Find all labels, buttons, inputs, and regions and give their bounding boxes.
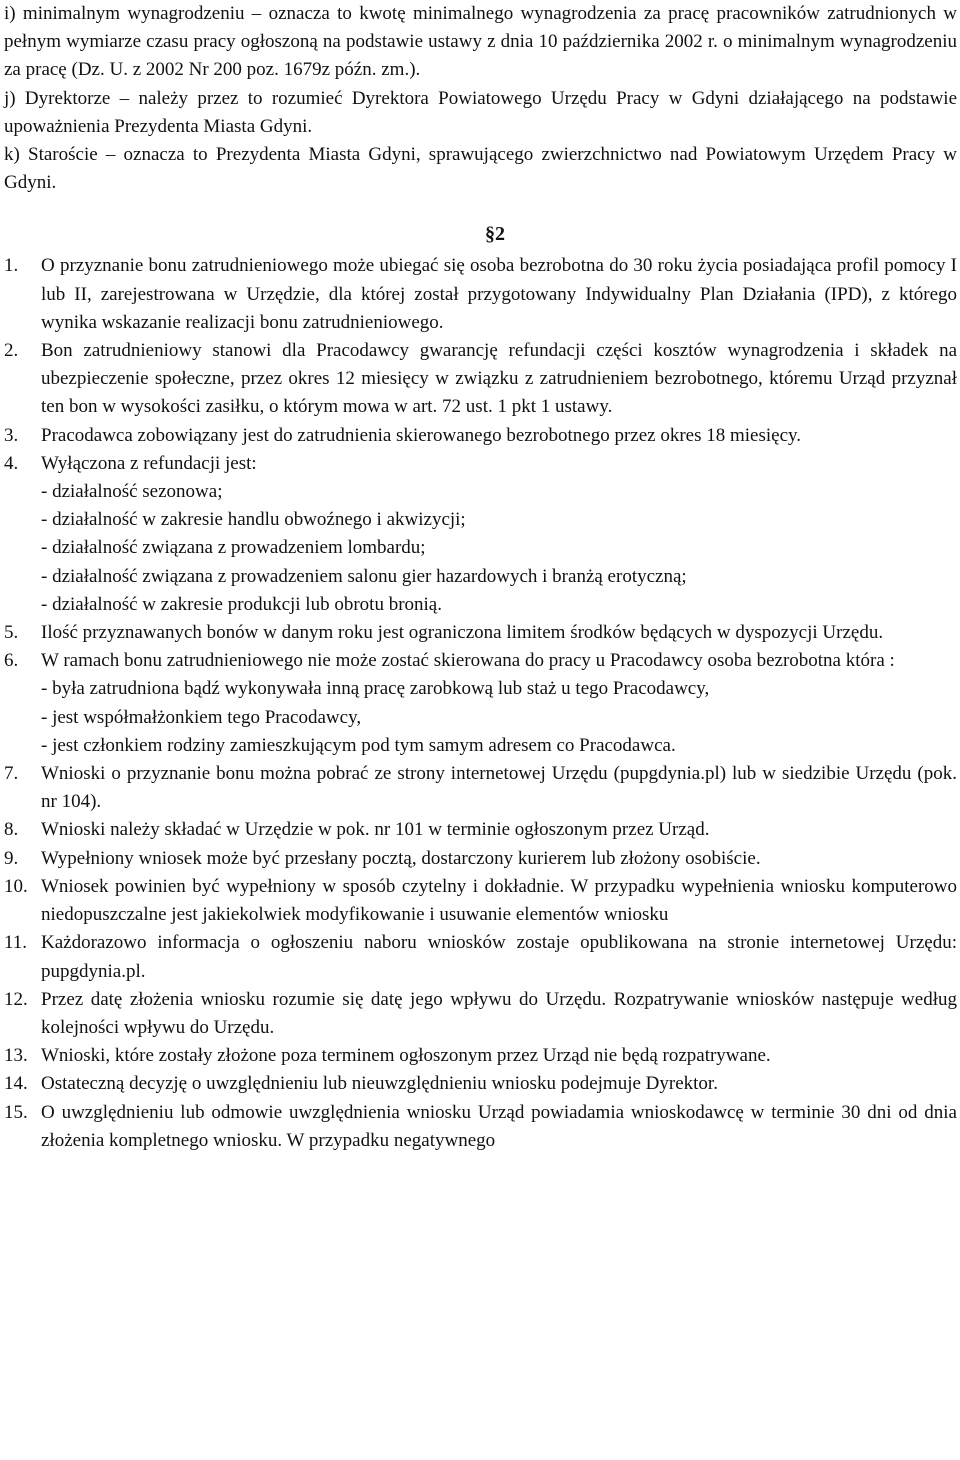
item-number: 2. (4, 340, 19, 362)
sub-item: - była zatrudniona bądź wykonywała inną pracę zarobkową lub staż u tego Pracodawcy, (41, 678, 710, 700)
item-text: W ramach bonu zatrudnieniowego nie może zostać skierowana do pracy u Pracodawcy osoba bezrobotna która : (41, 650, 895, 672)
item-number: 12. (4, 988, 28, 1010)
item-text: Wniosek powinien być wypełniony w sposób czytelny i dokładnie. W przypadku wypełnienia wniosku komputerowo niedopuszczalne jest jakiekolwiek modyfikowanie i usuwanie elementów wniosku (41, 875, 957, 926)
sub-item: - działalność związana z prowadzeniem salonu gier hazardowych i branżą erotyczną; (41, 565, 687, 587)
item-number: 15. (4, 1101, 28, 1123)
item-text: Wyłączona z refundacji jest: (41, 452, 257, 474)
item-number: 11. (4, 932, 28, 954)
list-item (4, 619, 957, 647)
list-item (4, 1099, 957, 1155)
item-number: 1. (4, 255, 19, 277)
item-number: 3. (4, 424, 19, 446)
item-number: 9. (4, 847, 19, 869)
item-number: 14. (4, 1073, 28, 1095)
item-text: Wnioski o przyznanie bonu można pobrać ze strony internetowej Urzędu (pupgdynia.pl) lub w siedzibie Urzędu (pok. nr 104). (41, 763, 957, 813)
list-item (4, 422, 957, 450)
list-item (4, 1042, 957, 1070)
definition-k: k) Staroście – oznacza to Prezydenta Miasta Gdyni, sprawującego zwierzchnictwo nad Powiatowym Urzędem Pracy w Gdyni. (4, 144, 957, 194)
definition-i: i) minimalnym wynagrodzeniu – oznacza to kwotę minimalnego wynagrodzenia za pracę pracowników zatrudnionych w pełnym wymiarze czasu pracy ogłoszoną na podstawie ustawy z dnia 10 października 2002 r. o minimalnym wynagrodzeniu za pracę (Dz. U. z 2002 Nr 200 poz. 1679z późn. zm.). (4, 3, 957, 81)
item-text: Wnioski należy składać w Urzędzie w pok. nr 101 w terminie ogłoszonym przez Urząd. (41, 819, 710, 841)
sub-item: - działalność sezonowa; (41, 481, 223, 503)
item-text: Pracodawca zobowiązany jest do zatrudnienia skierowanego bezrobotnego przez okres 18 miesięcy. (41, 424, 802, 446)
list-item (4, 450, 957, 619)
item-number: 6. (4, 650, 19, 672)
sub-item: - jest członkiem rodziny zamieszkującym pod tym samym adresem co Pracodawca. (41, 734, 676, 756)
item-text: Wypełniony wniosek może być przesłany pocztą, dostarczony kurierem lub złożony osobiście. (41, 847, 761, 869)
item-number: 10. (4, 875, 28, 897)
list-item (4, 1070, 957, 1098)
sub-item: - działalność związana z prowadzeniem lombardu; (41, 537, 426, 559)
list-item (4, 647, 957, 760)
sub-item: - działalność w zakresie produkcji lub obrotu bronią. (41, 593, 442, 615)
list-item (4, 337, 957, 422)
item-number: 5. (4, 622, 19, 644)
item-number: 7. (4, 763, 19, 785)
definition-j: j) Dyrektorze – należy przez to rozumieć Dyrektora Powiatowego Urzędu Pracy w Gdyni działającego na podstawie upoważnienia Prezydenta Miasta Gdyni. (4, 87, 957, 137)
definitions-list (0, 0, 960, 197)
list-item (4, 873, 957, 929)
item-text: O uwzględnieniu lub odmowie uwzględnienia wniosku Urząd powiadamia wnioskodawcę w terminie 30 dni od dnia złożenia kompletnego wniosku. W przypadku negatywnego (41, 1101, 957, 1151)
sub-item: - działalność w zakresie handlu obwoźnego i akwizycji; (41, 509, 466, 531)
item-text: Ostateczną decyzję o uwzględnieniu lub nieuwzględnieniu wniosku podejmuje Dyrektor. (41, 1073, 718, 1095)
item-text: Ilość przyznawanych bonów w danym roku jest ograniczona limitem środków będących w dyspozycji Urzędu. (41, 622, 884, 644)
item-number: 4. (4, 452, 19, 474)
item-text: Wnioski, które zostały złożone poza terminem ogłoszonym przez Urząd nie będą rozpatrywane. (41, 1045, 771, 1067)
item-text: O przyznanie bonu zatrudnieniowego może ubiegać się osoba bezrobotna do 30 roku życia posiadająca profil pomocy I lub II, zarejestrowana w Urzędzie, dla której został przygotowany Indywidualny Plan Działania (IPD), z którego wynika wskazanie realizacji bonu zatrudnieniowego. (41, 255, 957, 333)
list-item (4, 845, 957, 873)
list-item (4, 816, 957, 844)
list-item (4, 929, 957, 985)
item-number: 13. (4, 1045, 28, 1067)
item-text: Przez datę złożenia wniosku rozumie się datę jego wpływu do Urzędu. Rozpatrywanie wniosków następuje według kolejności wpływu do Urzędu. (41, 988, 957, 1038)
section-heading: §2 (485, 223, 505, 246)
item-text: Każdorazowo informacja o ogłoszeniu naboru wniosków zostaje opublikowana na stronie internetowej Urzędu: pupgdynia.pl. (41, 932, 957, 982)
item-text: Bon zatrudnieniowy stanowi dla Pracodawcy gwarancję refundacji części kosztów wynagrodzenia i składek na ubezpieczenie społeczne, przez okres 12 miesięcy w związku z zatrudnieniem bezrobotnego, któremu Urząd przyznał ten bon w wysokości zasiłku, o którym mowa w art. 72 ust. 1 pkt 1 ustawy. (41, 340, 957, 418)
list-item (4, 986, 957, 1042)
sub-item: - jest współmałżonkiem tego Pracodawcy, (41, 706, 362, 728)
list-item (4, 760, 957, 816)
numbered-items-list (0, 252, 960, 1155)
list-item (4, 252, 957, 337)
item-number: 8. (4, 819, 19, 841)
